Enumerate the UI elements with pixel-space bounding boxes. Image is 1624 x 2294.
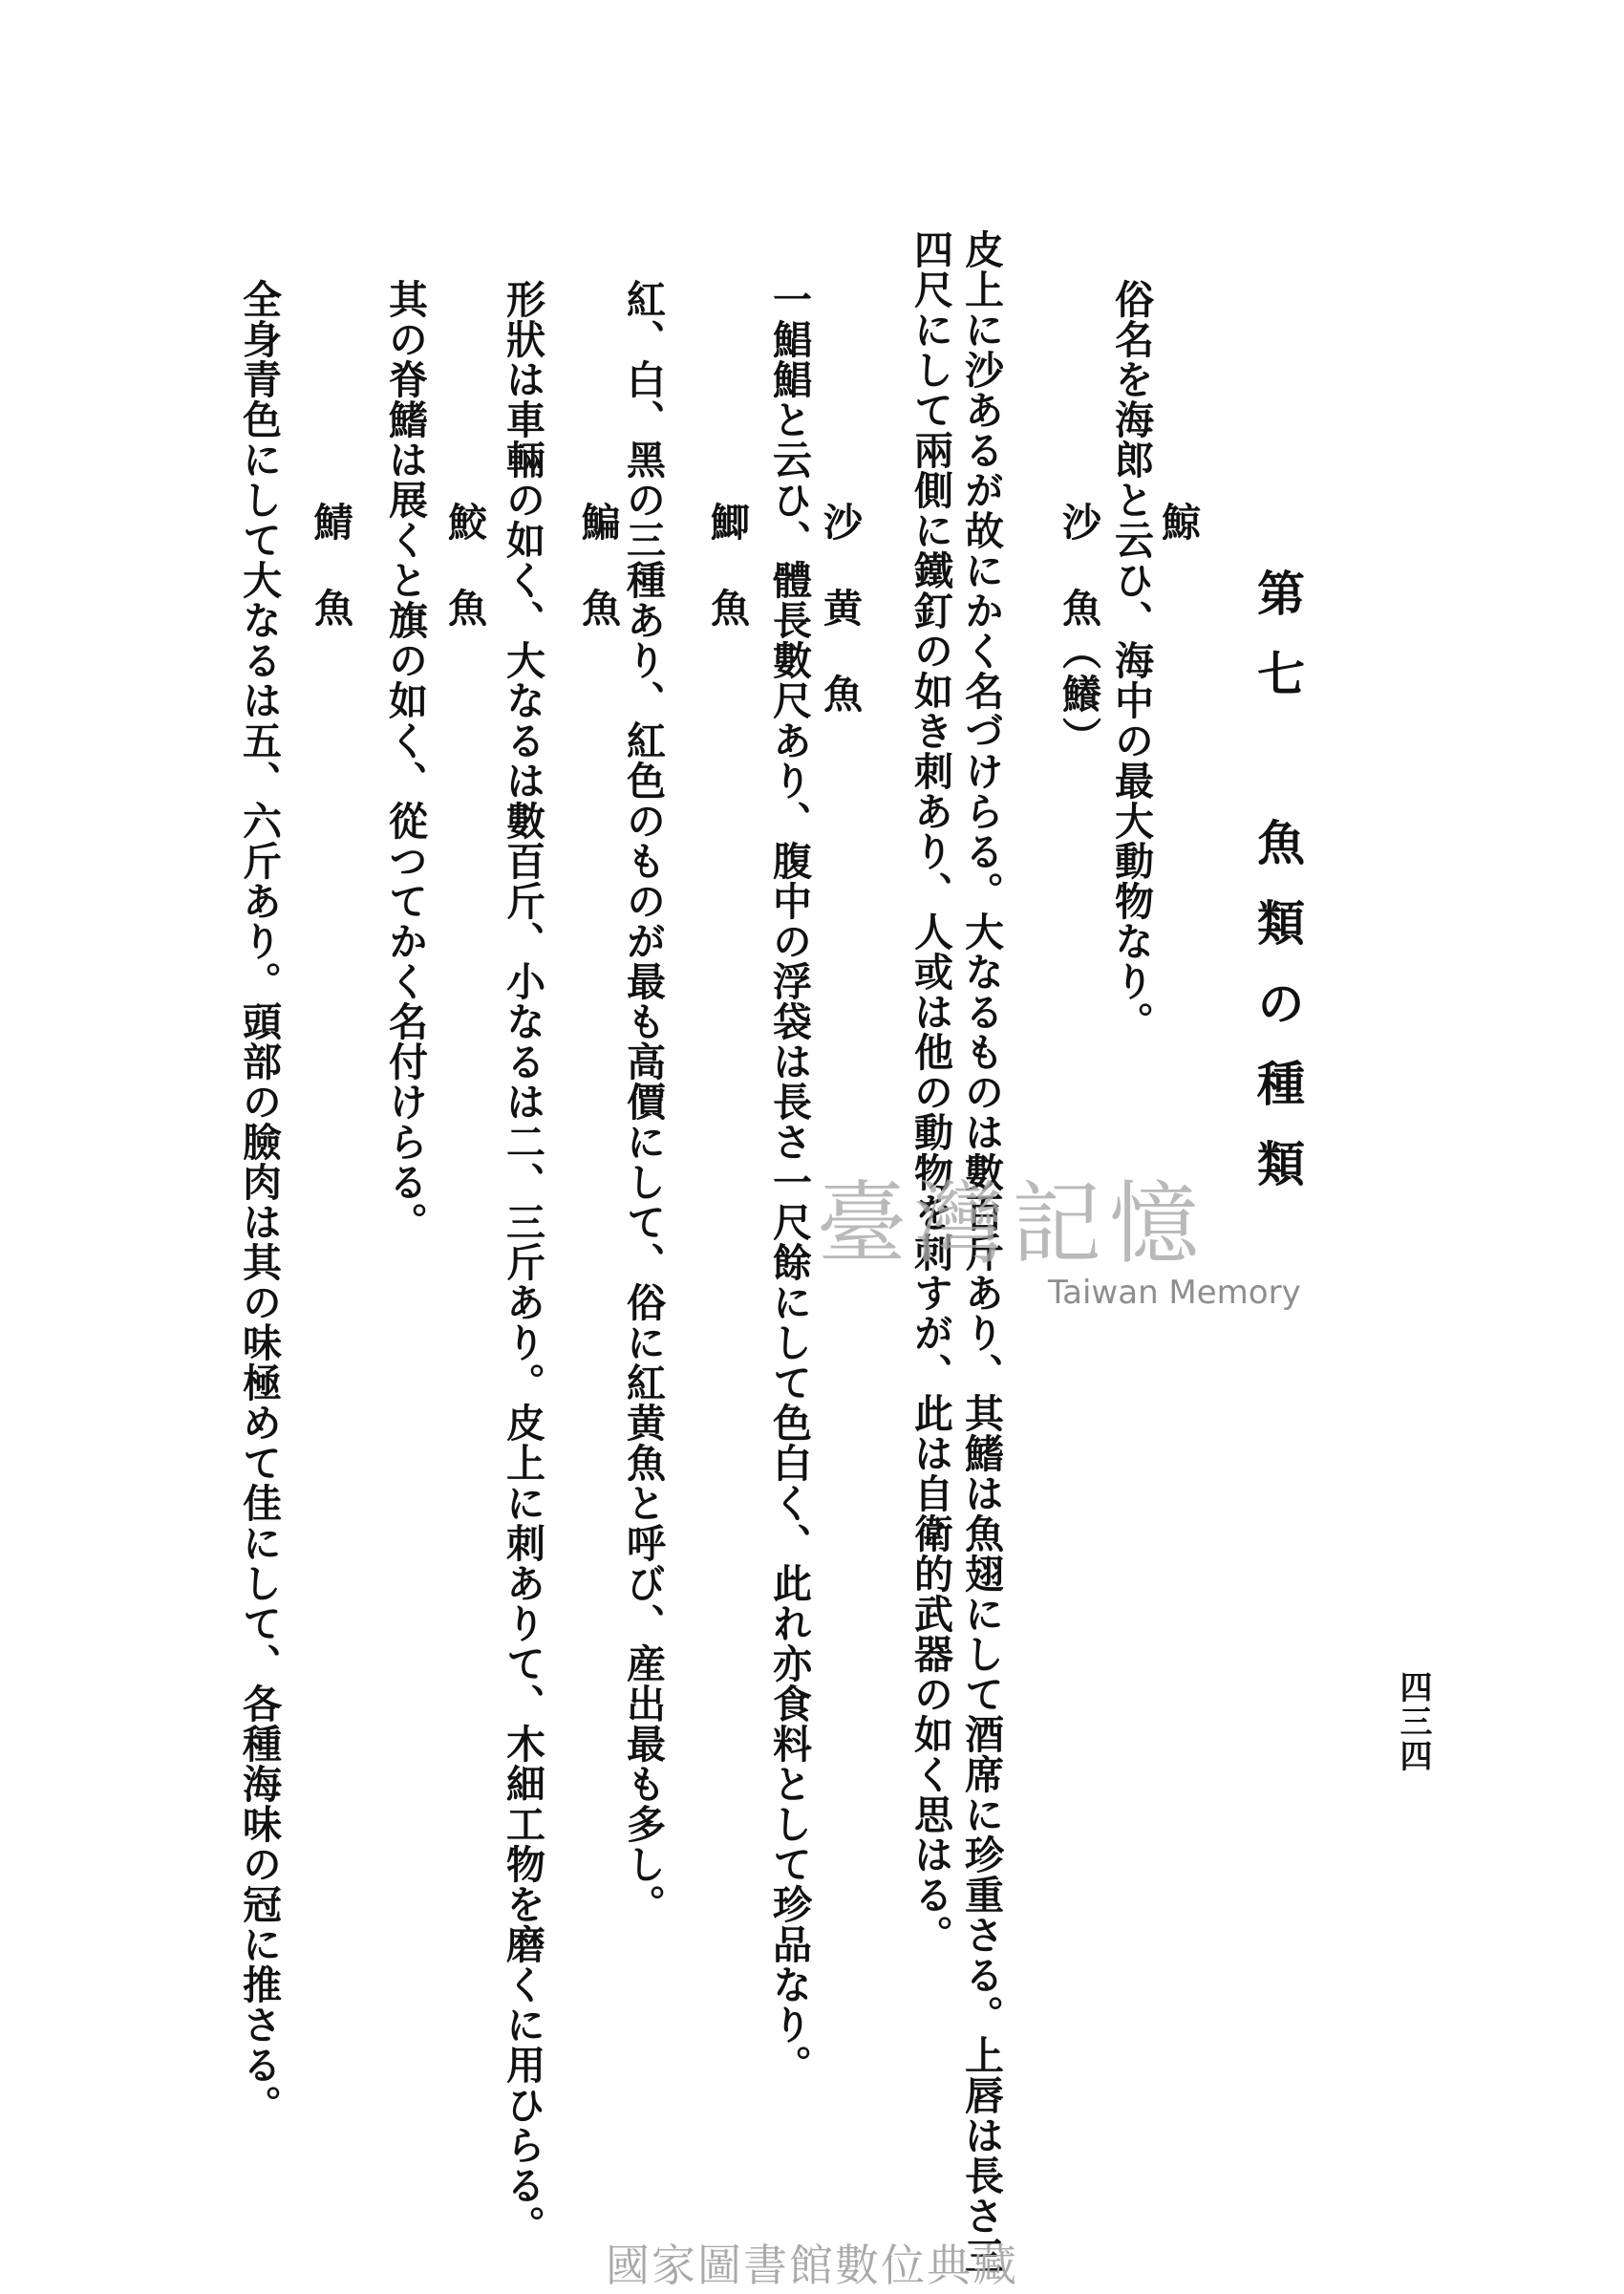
taiwan-memory-watermark	[817, 1151, 1314, 1342]
entry-title-mackerel: 鯖 魚	[308, 502, 353, 631]
entry-title-shark: 沙 魚（鱶）	[1056, 502, 1101, 760]
entry-text-mackerel: 全身青色にして大なるは五、六斤あり。頭部の臉肉は其の味極めて佳にして、各種海味の冠に推さる。	[236, 279, 282, 2125]
entry-text-whale: 俗名を海郎と云ひ、海中の最大動物なり。	[1108, 279, 1154, 1041]
watermark-chinese: 臺灣記憶	[817, 1172, 1207, 1276]
entry-text-bream: 形狀は車輛の如く、大なるは數百斤、小なるは二、三斤あり。皮上に刺ありて、木細工物を磨くに用ひらる。	[500, 279, 545, 2245]
entry-title-sand-yellow-fish: 沙 黄 魚	[817, 502, 863, 717]
chapter-heading: 第七 魚類の種類	[1250, 568, 1306, 1219]
page-number: 四三四	[1394, 1670, 1432, 1773]
entry-text-shark-line2: 四尺にして兩側に鐵釘の如き刺あり、人或は他の動物を刺すが、此は自衛的武器の如く思はる。	[908, 229, 953, 1955]
entry-text-flag-fish: 其の脊鰭は展くと旗の如く、從つてかく名付けらる。	[382, 279, 428, 1242]
entry-text-shark-line1: 皮上に沙あるが故にかく名づけらる。大なるものは數百斤あり、其鰭は魚翅にして酒席に珍重さる。上唇は長さ三	[958, 229, 1004, 2276]
entry-title-flag-fish: 鮫 魚	[441, 502, 487, 631]
entry-title-whale: 鯨	[1155, 502, 1201, 545]
entry-title-bream: 鯿 魚	[575, 502, 621, 631]
footer-library-credit: 國家圖書館數位典藏	[606, 2240, 1018, 2291]
entry-text-sand-yellow-fish: 一鯧鯧と云ひ、體長數尺あり、腹中の浮袋は長さ一尺餘にして色白く、此れ亦食料として珍品なり。	[766, 279, 812, 2085]
watermark-english: Taiwan Memory	[1048, 1274, 1301, 1312]
entry-text-crucian: 紅、白、黑の三種あり、紅色のものが最も高價にして、俗に紅黄魚と呼び、産出最も多し。	[620, 279, 666, 1924]
entry-title-crucian: 鯽 魚	[704, 502, 750, 631]
